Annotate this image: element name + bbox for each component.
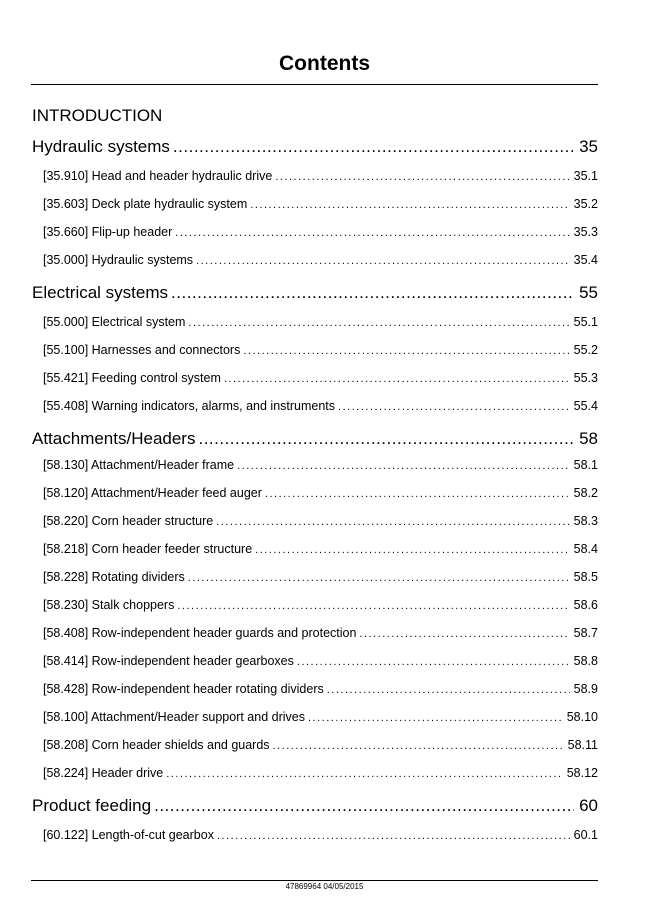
toc-entry[interactable] xyxy=(43,766,598,780)
toc-entry-page: 58.1 xyxy=(573,458,598,472)
toc-entry-page: 58.6 xyxy=(573,598,598,612)
toc-entry-page: 35.2 xyxy=(573,197,598,211)
dot-leader xyxy=(188,572,570,584)
toc-section-product-feeding[interactable] xyxy=(32,796,598,816)
toc-entry-label: [58.220] Corn header structure xyxy=(43,514,214,528)
toc-entry[interactable] xyxy=(43,458,598,472)
toc-entry-page: 58.11 xyxy=(567,738,598,752)
toc-entry[interactable] xyxy=(43,169,598,183)
toc-entry-page: 58.2 xyxy=(573,486,598,500)
toc-section-label: Electrical systems xyxy=(32,283,169,302)
toc-entry-label: [58.230] Stalk choppers xyxy=(43,598,175,612)
dot-leader xyxy=(265,488,570,500)
toc-entry-page: 55.2 xyxy=(573,343,598,357)
toc-entry-label: [35.603] Deck plate hydraulic system xyxy=(43,197,248,211)
toc-entry-label: [55.100] Harnesses and connectors xyxy=(43,343,241,357)
toc-entry-page: 58.12 xyxy=(566,766,598,780)
dot-leader xyxy=(188,317,569,329)
toc-entry-page: 55.3 xyxy=(573,371,598,385)
dot-leader xyxy=(243,345,569,357)
dot-leader xyxy=(275,171,569,183)
toc-entry[interactable] xyxy=(43,514,598,528)
toc-entry-label: [58.130] Attachment/Header frame xyxy=(43,458,235,472)
toc-entry-label: [55.408] Warning indicators, alarms, and instruments xyxy=(43,399,336,413)
toc-entry-page: 60.1 xyxy=(573,828,598,842)
dot-leader xyxy=(196,255,570,267)
toc-entry[interactable] xyxy=(43,654,598,668)
toc-entry-page: 35.1 xyxy=(573,169,598,183)
dot-leader xyxy=(327,684,570,696)
toc-entry-label: [58.120] Attachment/Header feed auger xyxy=(43,486,262,500)
toc-entry-page: 58.5 xyxy=(573,570,598,584)
toc-section-label: Product feeding xyxy=(32,796,152,815)
toc-section-page: 55 xyxy=(579,283,598,302)
toc-entry[interactable] xyxy=(43,626,598,640)
toc-entry[interactable] xyxy=(43,542,598,556)
page-title: Contents xyxy=(279,52,370,75)
toc-entry[interactable] xyxy=(43,486,598,500)
toc-entry-page: 35.4 xyxy=(573,253,598,267)
dot-leader xyxy=(171,283,574,303)
dot-leader xyxy=(255,544,570,556)
toc-section-page: 58 xyxy=(579,429,598,448)
toc-entry[interactable] xyxy=(43,682,598,696)
footer-divider xyxy=(31,880,598,881)
dot-leader xyxy=(175,227,569,239)
toc-entry-label: [58.414] Row-independent header gearboxes xyxy=(43,654,294,668)
toc-section-attachments-headers[interactable] xyxy=(32,429,598,449)
dot-leader xyxy=(359,628,569,640)
toc-entry-page: 58.8 xyxy=(573,654,598,668)
toc-entry[interactable] xyxy=(43,399,598,413)
toc-section-label: Hydraulic systems xyxy=(32,137,170,156)
toc-entry[interactable] xyxy=(43,570,598,584)
toc-entry-label: [35.910] Head and header hydraulic drive xyxy=(43,169,273,183)
toc-section-page: 35 xyxy=(579,137,598,156)
toc-entry[interactable] xyxy=(43,225,598,239)
dot-leader xyxy=(154,796,574,816)
dot-leader xyxy=(216,516,569,528)
toc-entry-label: [35.000] Hydraulic systems xyxy=(43,253,194,267)
toc-entry-page: 35.3 xyxy=(573,225,598,239)
toc-entry[interactable] xyxy=(43,598,598,612)
dot-leader xyxy=(217,830,570,842)
toc-entry[interactable] xyxy=(43,738,598,752)
toc-entry[interactable] xyxy=(43,197,598,211)
dot-leader xyxy=(224,373,570,385)
toc-entry[interactable] xyxy=(43,253,598,267)
dot-leader xyxy=(198,429,574,449)
toc-entry-page: 55.4 xyxy=(573,399,598,413)
toc-entry-label: [58.224] Header drive xyxy=(43,766,164,780)
dot-leader xyxy=(237,460,570,472)
toc-entry-label: [58.208] Corn header shields and guards xyxy=(43,738,270,752)
dot-leader xyxy=(308,712,563,724)
toc-entry-page: 58.3 xyxy=(573,514,598,528)
toc-entry-page: 58.7 xyxy=(573,626,598,640)
toc-entry-label: [58.428] Row-independent header rotating dividers xyxy=(43,682,324,696)
footer-doc-number: 47869964 04/05/2015 xyxy=(285,882,364,891)
toc-entry[interactable] xyxy=(43,710,598,724)
toc-entry[interactable] xyxy=(43,371,598,385)
toc-section-electrical-systems[interactable] xyxy=(32,283,598,303)
toc-entry-page: 58.10 xyxy=(566,710,598,724)
dot-leader xyxy=(173,137,574,157)
toc-entry-label: [55.000] Electrical system xyxy=(43,315,186,329)
toc-entry-label: [55.421] Feeding control system xyxy=(43,371,221,385)
dot-leader xyxy=(338,401,570,413)
toc-entry[interactable] xyxy=(43,343,598,357)
dot-leader xyxy=(273,740,564,752)
introduction-heading: INTRODUCTION xyxy=(32,106,163,125)
dot-leader xyxy=(166,768,563,780)
toc-section-page: 60 xyxy=(579,796,598,815)
dot-leader xyxy=(297,656,570,668)
toc-entry-label: [58.228] Rotating dividers xyxy=(43,570,185,584)
toc-entry-label: [58.100] Attachment/Header support and drives xyxy=(43,710,305,724)
toc-entry-label: [58.218] Corn header feeder structure xyxy=(43,542,253,556)
toc-entry-label: [60.122] Length-of-cut gearbox xyxy=(43,828,214,842)
dot-leader xyxy=(177,600,569,612)
dot-leader xyxy=(250,199,569,211)
title-divider xyxy=(31,84,598,85)
toc-entry-label: [35.660] Flip-up header xyxy=(43,225,173,239)
toc-section-label: Attachments/Headers xyxy=(32,429,196,448)
toc-entry-label: [58.408] Row-independent header guards and protection xyxy=(43,626,357,640)
toc-section-hydraulic-systems[interactable] xyxy=(32,137,598,157)
toc-entry-page: 58.9 xyxy=(573,682,598,696)
toc-entry[interactable] xyxy=(43,828,598,842)
toc-entry-page: 58.4 xyxy=(573,542,598,556)
toc-entry[interactable] xyxy=(43,315,598,329)
toc-entry-page: 55.1 xyxy=(573,315,598,329)
